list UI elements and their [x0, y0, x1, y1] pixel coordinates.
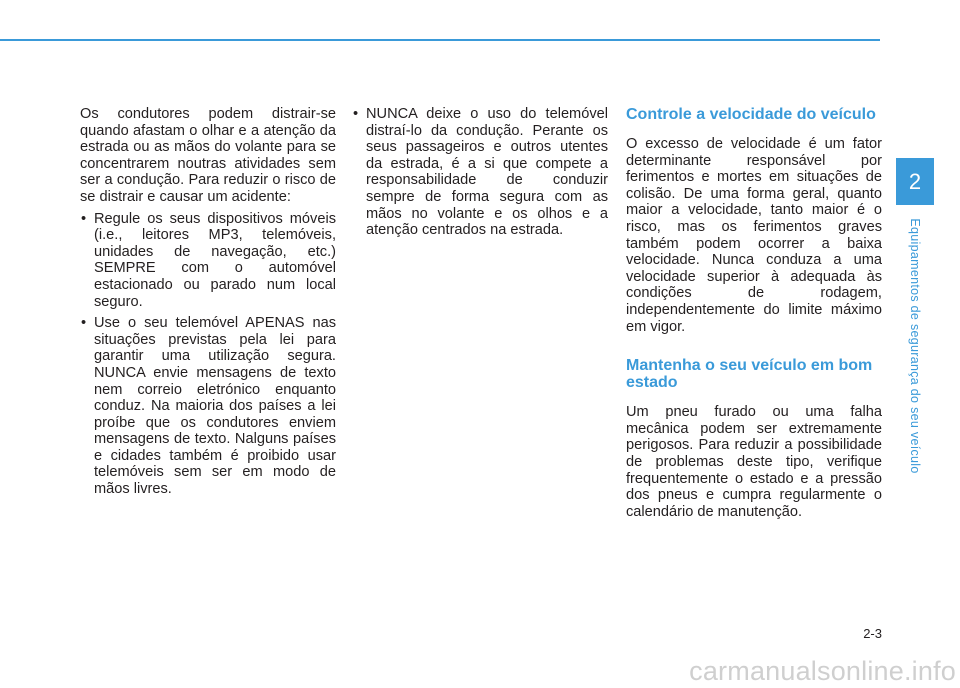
- list-item-text: Use o seu telemóvel APENAS nas situações previstas pela lei para garantir uma utilização segura. NUNCA envie mensagens de texto nem correio eletrónico enquanto conduz. Na maioria dos países a lei proíbe que os condutores enviem mensagens de texto. Nalguns países e cidades também é proibido usar telemóveis sem ser em modo de mãos livres.: [94, 315, 336, 498]
- bullet-list-1: [80, 211, 336, 498]
- column-2: [352, 106, 608, 244]
- list-item: [80, 211, 336, 311]
- section-heading-speed: Controle a velocidade do veículo: [626, 106, 876, 123]
- list-item: [352, 106, 608, 239]
- list-item-text: Regule os seus dispositivos móveis (i.e., leitores MP3, telemóveis, unidades de navegação, etc.) SEMPRE com o automóvel estacionado ou parado num local seguro.: [94, 210, 336, 310]
- column-1: [80, 106, 336, 503]
- bullet-icon: •: [81, 210, 87, 227]
- top-rule: [0, 39, 880, 41]
- watermark: carmanualsonline.info: [689, 656, 956, 686]
- bullet-list-2: [352, 106, 608, 239]
- intro-paragraph: Os condutores podem distrair-se quando afastam o olhar e a atenção da estrada ou as mãos do volante para se concentrarem noutras atividades sem ser a condução. Para reduzir o risco de se distrair e causar um acidente:: [80, 106, 336, 205]
- chapter-side-title: Equipamentos de segurança do seu veículo: [908, 218, 922, 474]
- bullet-icon: •: [353, 106, 359, 122]
- page-number: 2-3: [863, 626, 882, 641]
- list-item: [80, 315, 336, 498]
- section-heading-maintenance: Mantenha o seu veículo em bom estado: [626, 357, 873, 392]
- section-body-maintenance: Um pneu furado ou uma falha mecânica podem ser extremamente perigosos. Para reduzir a possibilidade de problemas deste tipo, verifique frequentemente o estado e a pressão dos pneus e cumpra regularmente o calendário de manutenção.: [626, 404, 882, 520]
- list-item-text: NUNCA deixe o uso do telemóvel distraí-lo da condução. Perante os seus passageiros e outros utentes da estrada, é a si que compete a responsabilidade de conduzir sempre de forma segura com as mãos no volante e os olhos e a atenção centrados na estrada.: [366, 106, 608, 239]
- chapter-tab: 2: [896, 158, 934, 205]
- bullet-icon: •: [81, 315, 87, 332]
- column-3: [626, 106, 882, 525]
- section-body-speed: O excesso de velocidade é um fator determinante responsável por ferimentos e mortes em situações de colisão. De uma forma geral, quanto maior a velocidade, tanto maior é o risco, mas os ferimentos graves também podem ocorrer a baixa velocidade. Nunca conduza a uma velocidade superior à adequada às condições de rodagem, independentemente do limite máximo em vigor.: [626, 136, 882, 335]
